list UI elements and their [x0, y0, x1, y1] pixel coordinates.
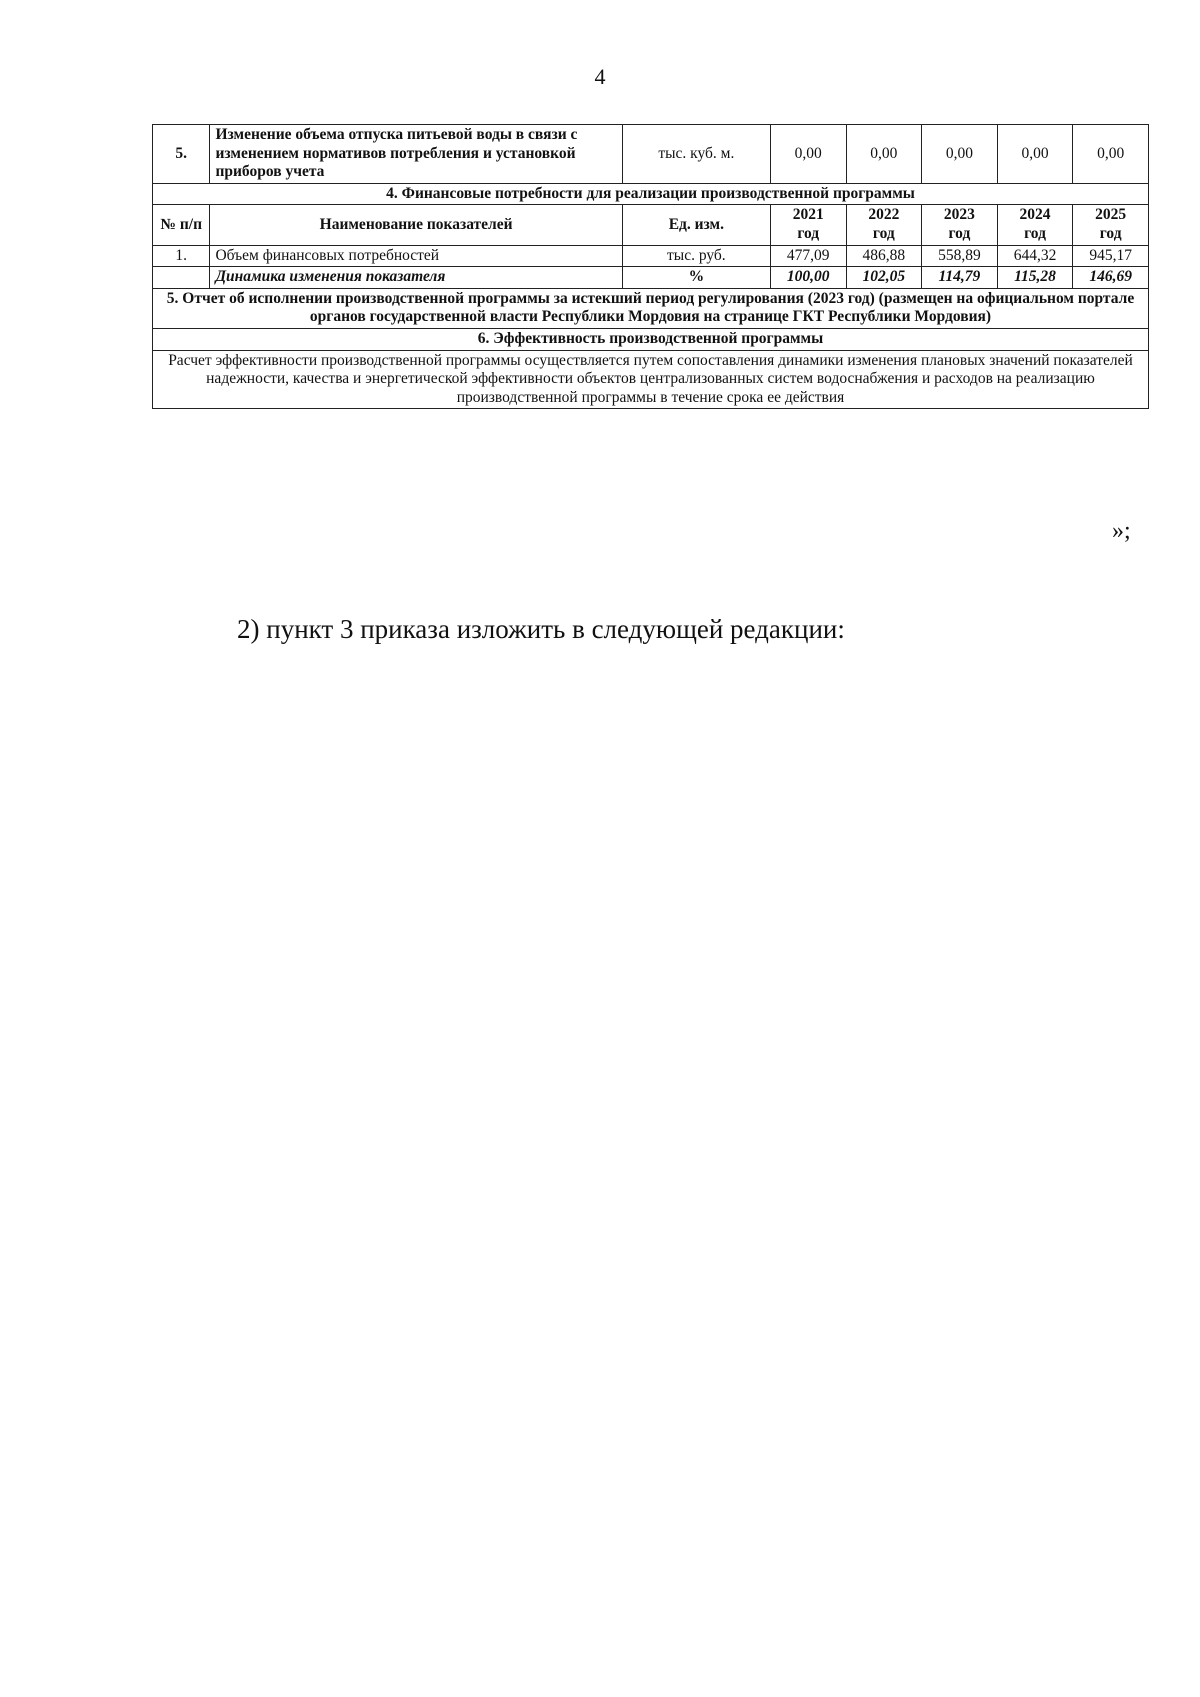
section5-title: 5. Отчет об исполнении производственной программы за истекший период регулирования (2023 год) (размещен на официальном портале органов государственной власти Республики Мордовия на странице ГКТ Республики Мордовия)	[153, 288, 1149, 328]
dynamics-value-2023: 114,79	[922, 267, 998, 289]
header-unit: Ед. изм.	[622, 205, 770, 245]
dynamics-unit: %	[622, 267, 770, 289]
dynamics-name: Динамика изменения показателя	[210, 267, 622, 289]
year-suffix: год	[872, 224, 895, 242]
section6-title: 6. Эффективность производственной программы	[153, 328, 1149, 350]
header-name: Наименование показателей	[210, 205, 622, 245]
header-num: № п/п	[153, 205, 210, 245]
section4-title: 4. Финансовые потребности для реализации производственной программы	[153, 183, 1149, 205]
year-label: 2023	[943, 206, 975, 224]
finance-value-2025: 945,17	[1073, 245, 1149, 267]
finance-row	[153, 245, 1149, 267]
header-year-2023	[922, 205, 998, 245]
finance-unit: тыс. руб.	[622, 245, 770, 267]
closing-quote: »;	[1112, 518, 1131, 544]
dynamics-num	[153, 267, 210, 289]
row5-value-2023: 0,00	[922, 125, 998, 184]
section6-text-row	[153, 350, 1149, 409]
section6-text: Расчет эффективности производственной программы осуществляется путем сопоставления динамики изменения плановых значений показателей надежности, качества и энергетической эффективности объектов централизованных систем водоснабжения и расходов на реализацию производственной программы в течение срока ее действия	[153, 350, 1149, 409]
row5-name: Изменение объема отпуска питьевой воды в связи с изменением нормативов потребления и установкой приборов учета	[210, 125, 622, 184]
year-suffix: год	[948, 224, 971, 242]
amendment-item: 2) пункт 3 приказа изложить в следующей редакции:	[237, 614, 845, 644]
row5-num: 5.	[153, 125, 210, 184]
page-number: 4	[594, 64, 606, 89]
row5-value-2025: 0,00	[1073, 125, 1149, 184]
section6-title-row	[153, 328, 1149, 350]
header-year-2022	[846, 205, 922, 245]
row5-value-2021: 0,00	[770, 125, 846, 184]
program-table	[152, 124, 1149, 409]
header-year-2025	[1073, 205, 1149, 245]
year-label: 2021	[792, 206, 824, 224]
row5-value-2024: 0,00	[997, 125, 1073, 184]
header-year-2024	[997, 205, 1073, 245]
row5-unit: тыс. куб. м.	[622, 125, 770, 184]
dynamics-value-2024: 115,28	[997, 267, 1073, 289]
year-label: 2022	[868, 206, 900, 224]
year-label: 2024	[1019, 206, 1051, 224]
dynamics-value-2022: 102,05	[846, 267, 922, 289]
year-suffix: год	[1099, 224, 1122, 242]
table-row-5	[153, 125, 1149, 184]
dynamics-value-2025: 146,69	[1073, 267, 1149, 289]
finance-value-2021: 477,09	[770, 245, 846, 267]
section4-title-row	[153, 183, 1149, 205]
finance-value-2024: 644,32	[997, 245, 1073, 267]
table-header-row	[153, 205, 1149, 245]
year-suffix: год	[1024, 224, 1046, 242]
dynamics-value-2021: 100,00	[770, 267, 846, 289]
row5-value-2022: 0,00	[846, 125, 922, 184]
finance-name: Объем финансовых потребностей	[210, 245, 622, 267]
header-year-2021	[770, 205, 846, 245]
dynamics-row	[153, 267, 1149, 289]
finance-num: 1.	[153, 245, 210, 267]
year-label: 2025	[1095, 206, 1127, 224]
section5-row	[153, 288, 1149, 328]
finance-value-2023: 558,89	[922, 245, 998, 267]
finance-value-2022: 486,88	[846, 245, 922, 267]
year-suffix: год	[797, 224, 820, 242]
